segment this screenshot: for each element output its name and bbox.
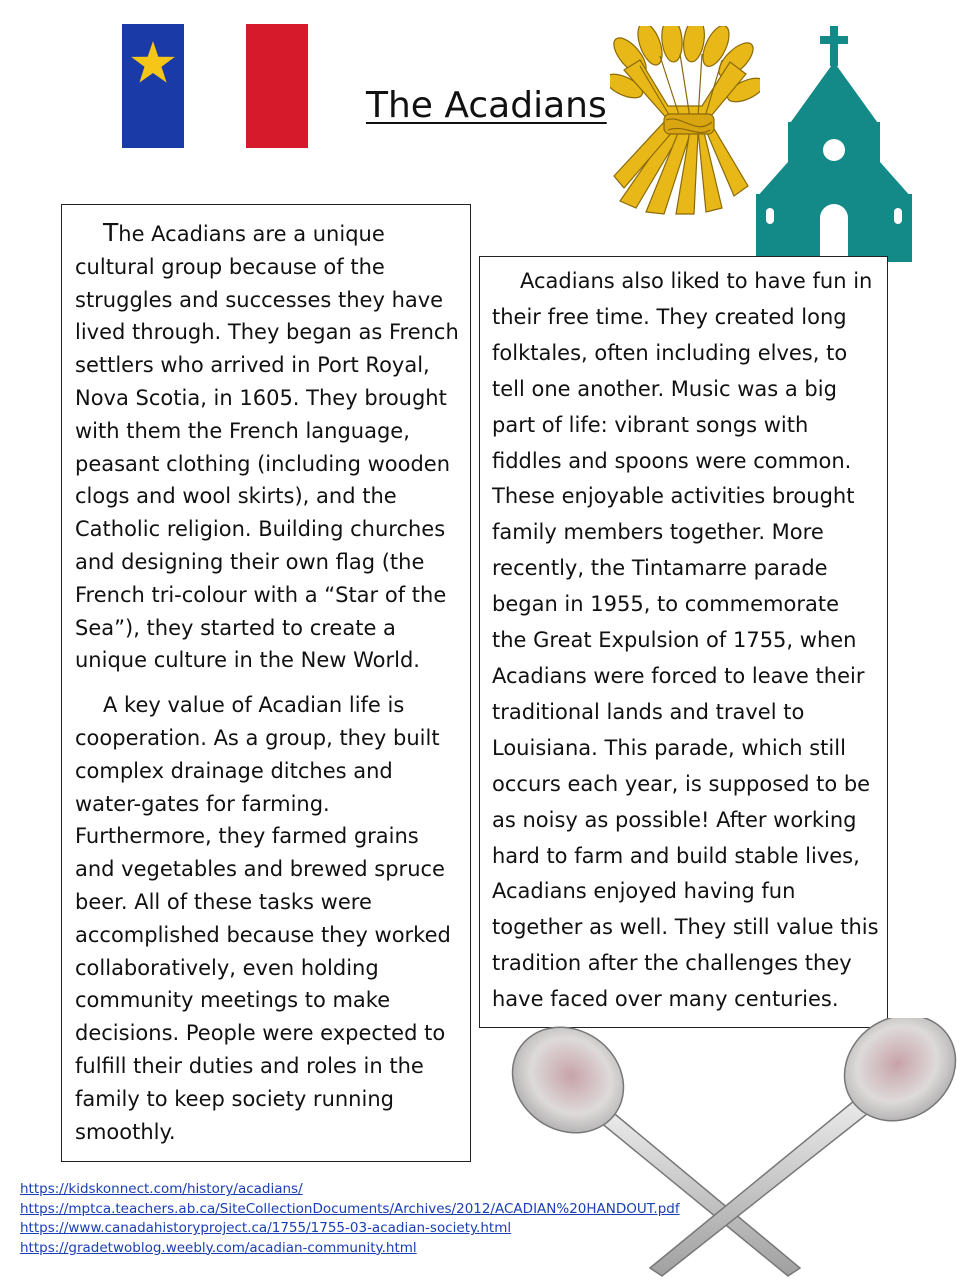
- sources-list: [20, 1180, 680, 1258]
- left-paragraph-1-text: he Acadians are a unique cultural group because of the struggles and successes they have lived through. They began as French settlers who arrived in Port Royal, Nova Scotia, in 1605. They brought with them the French language, peasant clothing (including wooden clogs and wool skirts), and the Catholic religion. Building churches and designing their own flag (the French tri-colour with a “Star of the Sea”), they started to create a unique culture in the New World.: [75, 222, 459, 673]
- church-icon: [752, 22, 916, 262]
- source-link[interactable]: https://gradetwoblog.weebly.com/acadian-community.html: [20, 1239, 417, 1256]
- left-text-box: [61, 204, 471, 1162]
- source-link[interactable]: https://kidskonnect.com/history/acadians/: [20, 1181, 303, 1197]
- page-title: The Acadians: [366, 85, 607, 126]
- right-text-box: [479, 256, 888, 1028]
- wheat-sheaf-icon: [610, 26, 760, 216]
- acadian-flag-icon: [122, 24, 308, 148]
- source-link[interactable]: https://mptca.teachers.ab.ca/SiteCollectionDocuments/Archives/2012/ACADIAN%20HANDOUT.pdf: [20, 1200, 680, 1217]
- drop-cap: T: [103, 218, 119, 247]
- right-paragraph-1-text: Acadians also liked to have fun in their free time. They created long folktales, often including elves, to tell one another. Music was a big part of life: vibrant songs with fiddles and spoons were common. These enjoyable activities brought family members together. More recently, the Tintamarre parade began in 1955, to commemorate the Great Expulsion of 1755, when Acadians were forced to leave their traditional lands and travel to Louisiana. This parade, which still occurs each year, is supposed to be as noisy as possible! After working hard to farm and build stable lives, Acadians enjoyed having fun together as well. They still value this tradition after the challenges they have faced over many centuries.: [492, 269, 879, 1012]
- right-paragraph-1: [492, 264, 879, 1018]
- left-paragraph-2-text: A key value of Acadian life is cooperation. As a group, they built complex drainage ditches and water-gates for farming. Furthermore, they farmed grains and vegetables and brewed spruce beer. All of these tasks were accomplished because they worked collaboratively, even holding community meetings to make decisions. People were expected to fulfill their duties and roles in the family to keep society running smoothly.: [75, 693, 451, 1144]
- left-paragraph-1: [75, 217, 460, 677]
- left-paragraph-2: [75, 689, 460, 1148]
- source-link[interactable]: https://www.canadahistoryproject.ca/1755/1755-03-acadian-society.html: [20, 1220, 512, 1237]
